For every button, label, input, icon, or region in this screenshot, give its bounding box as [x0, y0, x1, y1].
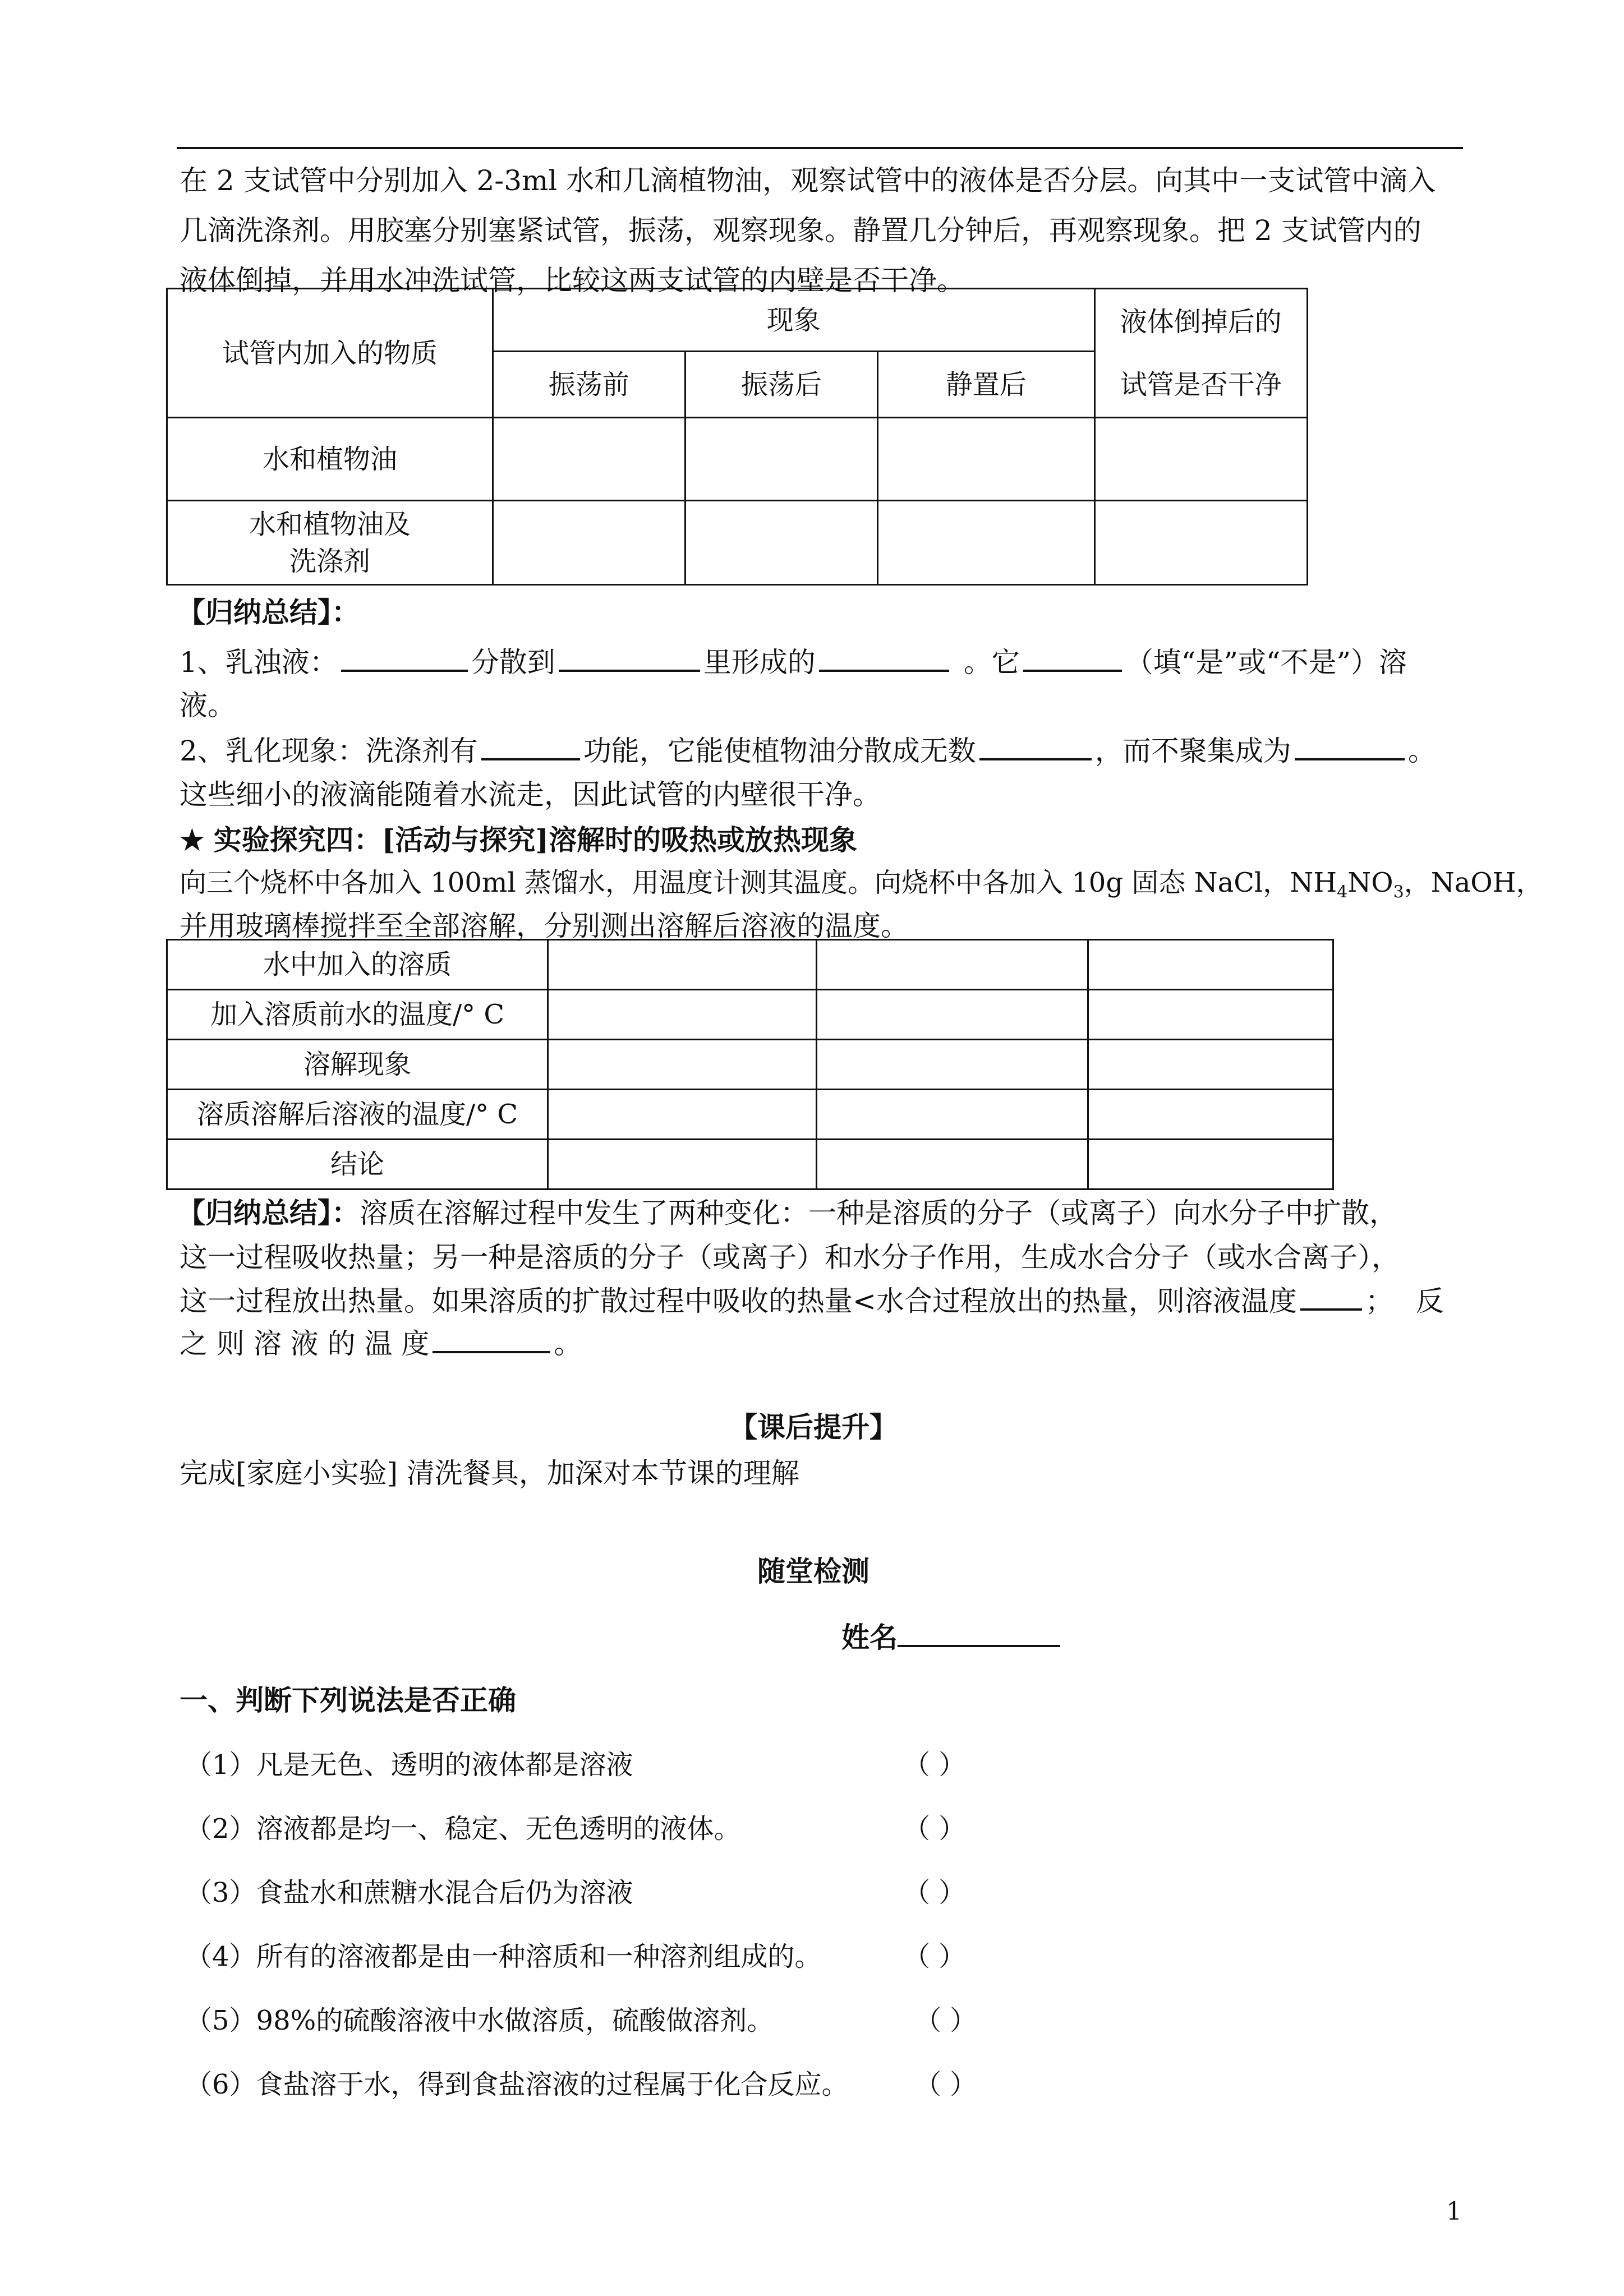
cell-empty [817, 940, 1088, 990]
text: 这一过程放出热量。如果溶质的扩散过程中吸收的热量<水合过程放出的热量，则溶液温度 [180, 1285, 1297, 1317]
text: 反 [1415, 1285, 1444, 1317]
row-label-line2: 洗涤剂 [289, 545, 371, 577]
cell-empty [1088, 990, 1333, 1040]
cell-empty [1094, 501, 1307, 585]
cell-empty [548, 1140, 817, 1190]
judge-item: （6）食盐溶于水，得到食盐溶液的过程属于化合反应。 [185, 2069, 849, 2100]
header-phenomenon: 现象 [493, 289, 1094, 352]
summary1-heading: 【归纳总结】： [177, 596, 360, 629]
blank [819, 642, 949, 672]
exp4-label: 实验探究四：[活动与探究] [213, 823, 549, 856]
summary1-line3: 这些细小的液滴能随着水流走，因此试管的内壁很干净。 [180, 778, 881, 811]
blank [1023, 642, 1122, 672]
cell-empty [1088, 1090, 1333, 1140]
row-temp-before: 加入溶质前水的温度/° C [167, 990, 548, 1040]
header-rule [177, 147, 1463, 149]
exp4-line2: 并用玻璃棒搅拌至全部溶解，分别测出溶解后溶液的温度。 [180, 910, 909, 942]
header-before-shake: 振荡前 [493, 352, 686, 418]
text: （填“是”或“不是”）溶 [1125, 646, 1407, 679]
row-solute: 水中加入的溶质 [167, 940, 548, 990]
cell-empty [1088, 1140, 1333, 1190]
text: ； [1365, 1285, 1393, 1317]
text: 溶质在溶解过程中发生了两种变化：一种是溶质的分子（或离子）向水分子中扩散， [360, 1197, 1397, 1229]
text: ，而不聚集成为 [1094, 735, 1291, 767]
cell-empty [548, 940, 817, 990]
cell-empty [817, 990, 1088, 1040]
cell-empty [493, 501, 686, 585]
judge-item: （3）食盐水和蔗糖水混合后仍为溶液 [185, 1877, 633, 1908]
judge-item: （4）所有的溶液都是由一种溶质和一种溶剂组成的。 [185, 1941, 822, 1972]
quiz-title: 随堂检测 [757, 1555, 869, 1588]
text: NO [1347, 867, 1393, 898]
cell-empty [1088, 1040, 1333, 1090]
text: 1、乳浊液： [180, 646, 338, 679]
summary2-line2: 这一过程吸收热量；另一种是溶质的分子（或离子）和水分子作用，生成水合分子（或水合离子）， [180, 1241, 1400, 1274]
exp4-title: 溶解时的吸热或放热现象 [549, 823, 858, 856]
cell-empty [878, 418, 1094, 501]
text: 2、乳化现象：洗涤剂有 [180, 735, 478, 767]
answer-paren[interactable]: （ ） [903, 1749, 966, 1781]
text: 功能，它能使植物油分散成无数 [583, 735, 976, 767]
intro-line-3: 液体倒掉，并用水冲洗试管，比较这两支试管的内壁是否干净。 [180, 264, 965, 297]
text: 。它 [963, 646, 1020, 679]
summary1-line1 [180, 638, 1407, 688]
emulsion-table [166, 288, 1308, 585]
cell-empty [817, 1140, 1088, 1190]
judge-item: （5）98%的硫酸溶液中水做溶质，硫酸做溶剂。 [185, 2005, 774, 2036]
cell-empty [685, 418, 878, 501]
answer-paren[interactable]: （ ） [903, 1941, 966, 1972]
text: 向三个烧杯中各加入 100ml 蒸馏水，用温度计测其温度。向烧杯中各加入 10g 固态 NaCl，NH [180, 867, 1337, 898]
text: 。 [554, 1327, 582, 1360]
subscript: 4 [1337, 882, 1348, 902]
answer-paren[interactable]: （ ） [903, 1877, 966, 1908]
summary2-line1 [177, 1188, 1397, 1238]
summary2-heading: 【归纳总结】： [177, 1196, 360, 1229]
judge-item: （1）凡是无色、透明的液体都是溶液 [185, 1749, 633, 1781]
header-clean-line2: 试管是否干净 [1120, 368, 1282, 400]
star-icon: ★ [180, 823, 205, 856]
row-water-oil: 水和植物油 [167, 418, 493, 501]
row-label-line1: 水和植物油及 [249, 508, 411, 540]
blank [979, 730, 1092, 760]
after-class-text: 完成[家庭小实验] 清洗餐具，加深对本节课的理解 [180, 1457, 799, 1490]
text: 里形成的 [703, 646, 816, 679]
page-number: 1 [1446, 2197, 1462, 2226]
dissolution-table [166, 939, 1334, 1190]
intro-line-1: 在 2 支试管中分别加入 2-3ml 水和几滴植物油，观察试管中的液体是否分层。向其中一支试管中滴入 [180, 164, 1436, 197]
summary2-line4 [180, 1319, 582, 1369]
row-water-oil-detergent [167, 501, 493, 585]
row-temp-after: 溶质溶解后溶液的温度/° C [167, 1090, 548, 1140]
text: 之 则 溶 液 的 温 度 [180, 1327, 430, 1360]
summary1-line2 [180, 726, 1436, 776]
summary1-line1-cont: 液。 [180, 689, 236, 722]
subscript: 3 [1393, 882, 1404, 902]
answer-paren[interactable]: （ ） [914, 2005, 977, 2036]
answer-paren[interactable]: （ ） [914, 2069, 977, 2100]
header-substance: 试管内加入的物质 [167, 289, 493, 418]
cell-empty [1094, 418, 1307, 501]
cell-empty [878, 501, 1094, 585]
judge-item: （2）溶液都是均一、稳定、无色透明的液体。 [185, 1813, 741, 1845]
text: 。 [1407, 735, 1436, 767]
cell-empty [817, 1040, 1088, 1090]
name-blank[interactable] [898, 1617, 1060, 1647]
blank [559, 642, 700, 672]
blank [481, 730, 580, 760]
blank [1300, 1280, 1362, 1311]
cell-empty [685, 501, 878, 585]
intro-line-2: 几滴洗涤剂。用胶塞分别塞紧试管，振荡，观察现象。静置几分钟后，再观察现象。把 2 支试管内的 [180, 214, 1421, 247]
cell-empty [548, 1090, 817, 1140]
row-conclusion: 结论 [167, 1140, 548, 1190]
answer-paren[interactable]: （ ） [903, 1813, 966, 1845]
cell-empty [548, 990, 817, 1040]
header-clean-line1: 液体倒掉后的 [1120, 306, 1282, 338]
name-line [841, 1615, 1064, 1656]
name-label: 姓名 [841, 1621, 898, 1654]
header-after-rest: 静置后 [878, 352, 1094, 418]
cell-empty [817, 1090, 1088, 1140]
text: ，NaOH， [1404, 867, 1543, 898]
quiz-section: 一、判断下列说法是否正确 [180, 1684, 516, 1717]
blank [341, 642, 468, 672]
text: 分散到 [471, 646, 555, 679]
cell-empty [493, 418, 686, 501]
header-after-shake: 振荡后 [685, 352, 878, 418]
cell-empty [1088, 940, 1333, 990]
header-clean [1094, 289, 1307, 418]
after-class-heading: 【课后提升】 [729, 1410, 898, 1444]
cell-empty [548, 1040, 817, 1090]
row-phenomenon: 溶解现象 [167, 1040, 548, 1090]
blank [1295, 730, 1405, 760]
blank [433, 1323, 550, 1353]
